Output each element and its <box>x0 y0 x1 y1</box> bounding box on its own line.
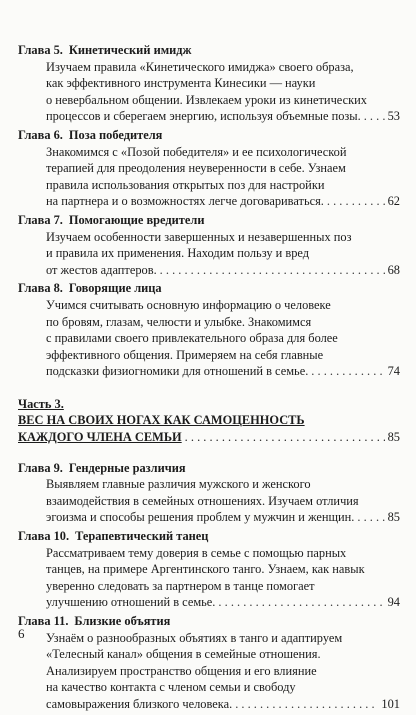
chapter-label: Глава 5. <box>18 43 63 57</box>
dot-leader <box>218 594 384 611</box>
description-line: взаимодействия в семейных отношениях. Изучаем отличия <box>46 493 359 508</box>
part-page-line <box>18 429 400 446</box>
chapter-page-line <box>18 108 400 125</box>
description-line: подсказки физиогномики для отношений в семье. <box>46 364 309 379</box>
chapter-9 <box>18 460 400 526</box>
description-line: улучшению отношений в семье. <box>46 595 216 610</box>
description-line: уверенно следовать за партнером в танце помогает <box>46 578 315 593</box>
chapter-6 <box>18 127 400 210</box>
description-line: Анализируем пространство общения и его влияние <box>46 663 317 678</box>
dot-leader <box>327 193 385 210</box>
description-line: как эффективного инструмента Кинесики — науки <box>46 76 316 91</box>
chapter-label: Глава 11. <box>18 614 69 628</box>
chapter-10 <box>18 528 400 611</box>
dot-leader <box>357 509 384 526</box>
table-of-contents <box>18 42 400 715</box>
page-reference: 62 <box>387 194 400 209</box>
chapter-5 <box>18 42 400 125</box>
description-line: Изучаем правила «Кинетического имиджа» своего образа, <box>46 59 354 74</box>
chapter-title: Гендерные различия <box>68 460 186 475</box>
dot-leader <box>235 696 378 713</box>
chapter-label: Глава 10. <box>18 529 70 544</box>
chapter-heading <box>18 613 400 630</box>
page-reference: 101 <box>381 696 400 711</box>
chapter-description <box>18 476 400 509</box>
chapter-11 <box>18 613 400 713</box>
chapter-title: Терапевтический танец <box>75 529 209 544</box>
description-line: танцев, на примере Аргентинского танго. Узнаем, как навык <box>46 562 365 577</box>
chapter-description <box>18 630 400 696</box>
chapter-heading <box>18 42 400 59</box>
part-label: Часть 3. <box>18 396 64 411</box>
description-line: правила использования открытых поз для настройки <box>46 177 325 192</box>
page-reference: 68 <box>387 262 400 277</box>
chapter-7 <box>18 212 400 278</box>
chapter-description <box>18 297 400 363</box>
chapter-heading <box>18 280 400 297</box>
chapter-heading <box>18 127 400 144</box>
description-line: Узнаём о разнообразных объятиях в танго и адаптируем <box>46 630 343 645</box>
page-reference: 53 <box>387 109 400 124</box>
page-number: 6 <box>18 626 25 641</box>
chapter-8 <box>18 280 400 380</box>
chapter-title: Помогающие вредители <box>68 212 205 227</box>
description-line: эгоизма и способы решения проблем у мужчин и женщин. <box>46 510 355 525</box>
description-line: процессов и сберегаем энергию, используя объемные позы. <box>46 109 361 124</box>
chapter-page-line <box>18 363 400 380</box>
description-line: эффективного общения. Примеряем на себя главные <box>46 347 324 362</box>
description-line: и правила их применения. Находим пользу и вред <box>46 246 310 261</box>
chapter-title: Поза победителя <box>68 127 163 142</box>
chapter-page-line <box>18 696 400 713</box>
description-line: Знакомимся с «Позой победителя» и ее психологической <box>46 144 347 159</box>
part-3-heading <box>18 396 400 446</box>
dot-leader <box>364 108 385 125</box>
description-line: с правилами своего привлекательного образа для более <box>46 331 338 346</box>
chapter-title: Говорящие лица <box>68 281 162 296</box>
description-line: Учимся считывать основную информацию о человеке <box>46 297 331 312</box>
chapter-page-line <box>18 262 400 279</box>
description-line: о невербальном общении. Извлекаем уроки из кинетических <box>46 92 367 107</box>
chapter-description <box>18 59 400 109</box>
description-line: Изучаем особенности завершенных и незавершенных поз <box>46 229 352 244</box>
description-line: Рассматриваем тему доверия в семье с помощью парных <box>46 545 347 560</box>
chapter-page-line <box>18 509 400 526</box>
description-line: на партнера и о возможностях легче договариваться. <box>46 194 324 209</box>
description-line: от жестов адаптеров. <box>46 262 157 277</box>
chapter-heading <box>18 528 400 545</box>
description-line: «Телесный канал» общения в семейные отношения. <box>46 647 321 662</box>
part-title-line: ВЕС НА СВОИХ НОГАХ КАК САМОЦЕННОСТЬ <box>18 413 305 428</box>
chapter-description <box>18 229 400 262</box>
chapter-title: Кинетический имидж <box>68 43 192 57</box>
description-line: на качество контакта с членом семьи и свободу <box>46 680 296 695</box>
description-line: терапией для преодоления неуверенности в себе. Узнаем <box>46 161 346 176</box>
chapter-heading <box>18 212 400 229</box>
chapter-label: Глава 9. <box>18 460 63 475</box>
chapter-page-line <box>18 594 400 611</box>
dot-leader <box>160 262 385 279</box>
page-reference: 85 <box>387 510 400 525</box>
chapter-description <box>18 144 400 194</box>
chapter-label: Глава 6. <box>18 127 63 142</box>
dot-leader <box>311 363 384 380</box>
description-line: Выявляем главные различия мужского и женского <box>46 477 311 492</box>
chapter-page-line <box>18 193 400 210</box>
part-title-line: КАЖДОГО ЧЛЕНА СЕМЬИ <box>18 430 182 445</box>
page-reference: 85 <box>387 430 400 445</box>
description-line: по бровям, глазам, челюсти и улыбке. Знакомимся <box>46 314 312 329</box>
dot-leader <box>185 429 385 446</box>
page-reference: 74 <box>387 364 400 379</box>
chapter-heading <box>18 460 400 477</box>
chapter-description <box>18 545 400 595</box>
chapter-label: Глава 7. <box>18 212 63 227</box>
chapter-title: Близкие объятия <box>74 614 171 628</box>
chapter-label: Глава 8. <box>18 281 63 296</box>
description-line: самовыражения близкого человека. <box>46 696 233 711</box>
page-reference: 94 <box>387 595 400 610</box>
